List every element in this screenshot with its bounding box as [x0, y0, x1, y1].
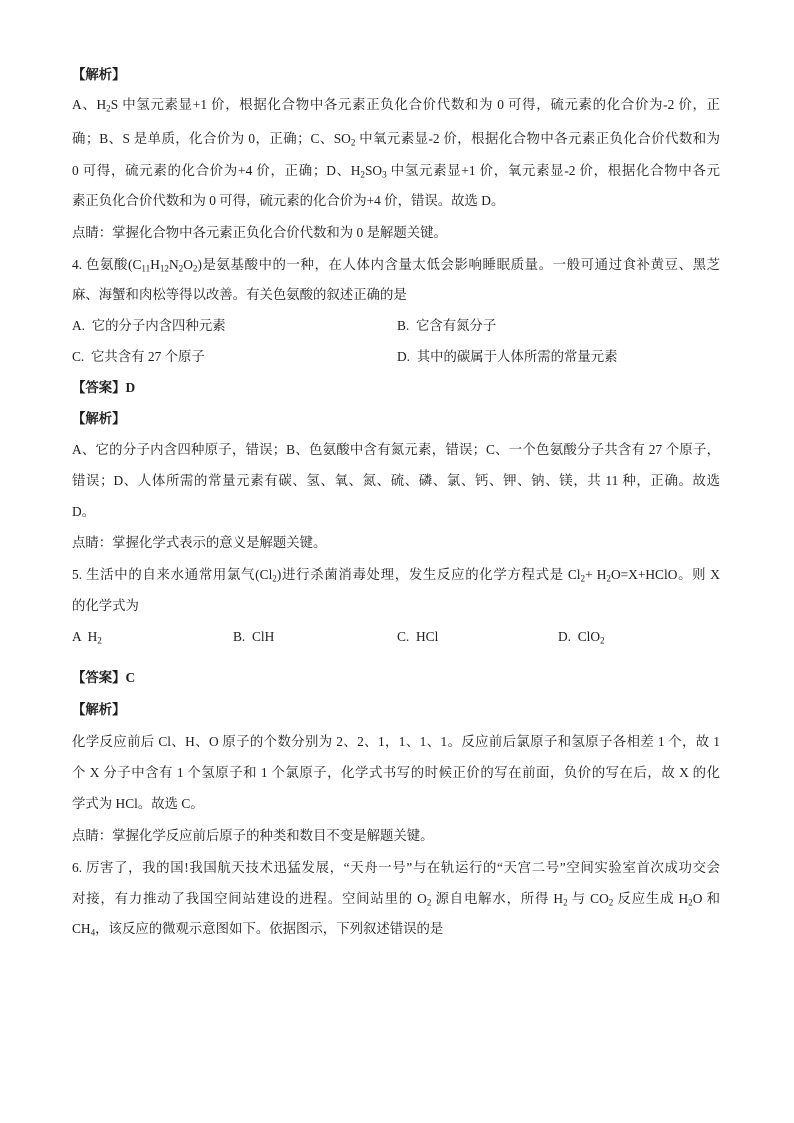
text-run: S 中氢元素显+1 价，根据化合物中各元素正负化合价代数和为 0 可得，硫元素的化合价为-2 价，正	[110, 97, 721, 112]
text-run: 0 可得，硫元素的化合价为+4 价，正确；D、H	[72, 163, 361, 178]
text-run: D. 其中的碳属于人体所需的常量元素	[397, 349, 618, 364]
question-6-stem-line	[72, 919, 720, 939]
text-run: H	[150, 257, 160, 272]
text-run: 【答案】C	[72, 670, 136, 685]
text-run: 【答案】D	[72, 380, 136, 395]
text-run: )是氨基酸中的一种，在人体内含量太低会影响睡眠质量。一般可通过食补黄豆、黑芝	[197, 257, 720, 272]
analysis-text-line	[72, 471, 720, 491]
text-run: 错误；D、人体所需的常量元素有碳、氢、氧、氮、硫、磷、氯、钙、钾、钠、镁，共 11 种，正确。故选	[72, 473, 720, 488]
option-b	[397, 316, 496, 336]
text-run: 素正负化合价代数和为 0 可得，硫元素的化合价为+4 价，错误。故选 D。	[72, 193, 505, 208]
text-run: C. 它共含有 27 个原子	[72, 349, 205, 364]
text-run: 【解析】	[72, 411, 126, 426]
text-run: A、H	[72, 97, 107, 112]
analysis-text-line	[72, 502, 720, 522]
text-run: 5. 生活中的自来水通常用氯气(Cl	[72, 567, 273, 582]
analysis-text-line	[72, 732, 720, 752]
text-run: 4. 色氨酸(C	[72, 257, 142, 272]
subscript: 2	[608, 897, 614, 908]
question-4-stem-line	[72, 255, 720, 275]
subscript: 2	[178, 263, 184, 274]
subscript: 2	[97, 635, 102, 646]
text-run: A、它的分子内含四种原子，错误；B、色氨酸中含有氮元素，错误；C、一个色氨酸分子共含有 27 个原子，	[72, 442, 720, 457]
subscript: 4	[90, 927, 96, 938]
option-d	[397, 347, 618, 367]
text-run: )进行杀菌消毒处理，发生反应的化学方程式是 Cl	[276, 567, 581, 582]
subscript: 2	[106, 103, 111, 114]
text-run: 化学反应前后 Cl、H、O 原子的个数分别为 2、2、1，1、1、1。反应前后氯原子和氢原子各相差 1 个，故 1	[72, 734, 720, 749]
analysis-text-line	[72, 763, 720, 783]
text-run: A. 它的分子内含四种元素	[72, 318, 226, 333]
text-run: SO	[364, 163, 383, 178]
text-run: O=X+HClO。则 X	[610, 567, 720, 582]
subscript: 2	[580, 573, 586, 584]
subscript: 2	[360, 169, 365, 180]
subscript: 2	[688, 897, 693, 908]
text-run: O	[183, 257, 193, 272]
text-run: 中氧元素显-2 价，根据化合物中各元素正负化合价代数和为	[355, 131, 720, 146]
question-6-stem-line	[72, 889, 720, 909]
question-5-stem-line	[72, 596, 720, 616]
text-run: 反应生成 H	[613, 891, 689, 906]
answer-label	[72, 378, 720, 398]
key-point-note	[72, 826, 720, 846]
subscript: 11	[141, 263, 151, 274]
text-run: N	[168, 257, 179, 272]
text-run: 【解析】	[72, 702, 126, 717]
question-5-options-row	[72, 627, 720, 647]
subscript: 2	[600, 635, 605, 646]
text-run: B. 它含有氮分子	[397, 318, 497, 333]
text-run: 对接，有力推动了我国空间站建设的进程。空间站里的 O	[72, 891, 427, 906]
text-run: A H	[72, 629, 98, 644]
text-run: C. HCl	[397, 629, 439, 644]
text-run: 个 X 分子中含有 1 个氢原子和 1 个氯原子，化学式书写的时候正价的写在前面，负价的写在后，故 X 的化	[72, 765, 720, 780]
text-run: D。	[72, 504, 96, 519]
text-run: 点睛：掌握化合物中各元素正负化合价代数和为 0 是解题关键。	[72, 225, 447, 240]
question-4-options-row	[72, 316, 720, 336]
analysis-text-line	[72, 95, 720, 115]
option-a	[72, 316, 226, 336]
option-a	[72, 627, 102, 647]
text-run: D. ClO	[558, 629, 601, 644]
analysis-text-line	[72, 129, 720, 149]
option-d	[558, 627, 605, 647]
analysis-heading	[72, 700, 720, 720]
text-run: 确；B、S 是单质，化合价为 0，正确；C、SO	[72, 131, 351, 146]
key-point-note	[72, 223, 720, 243]
analysis-heading	[72, 65, 720, 85]
text-run: 点睛：掌握化学反应前后原子的种类和数目不变是解题关键。	[72, 828, 434, 843]
option-c	[397, 627, 438, 647]
analysis-heading	[72, 409, 720, 429]
text-run: ，该反应的微观示意图如下。依据图示，下列叙述错误的是	[95, 921, 444, 936]
text-run: 的化学式为	[72, 598, 139, 613]
question-4-stem-line	[72, 285, 720, 305]
text-run: 点睛：掌握化学式表示的意义是解题关键。	[72, 535, 327, 550]
option-b	[233, 627, 274, 647]
subscript: 2	[192, 263, 198, 274]
text-run: B. ClH	[233, 629, 275, 644]
text-run: 麻、海蟹和肉松等得以改善。有关色氨酸的叙述正确的是	[72, 287, 407, 302]
text-run: 6. 厉害了，我的国!我国航天技术迅猛发展，“天舟一号”与在轨运行的“天宫二号”空间实验室首次成功交会	[72, 860, 720, 875]
subscript: 3	[382, 169, 387, 180]
question-5-stem-line	[72, 565, 720, 585]
question-4-options-row	[72, 347, 720, 367]
subscript: 2	[426, 897, 432, 908]
text-run: 中氢元素显+1 价，氧元素显-2 价，根据化合物中各元	[386, 163, 720, 178]
text-run: 源自电解水，所得 H	[431, 891, 564, 906]
text-run: O 和	[692, 891, 720, 906]
text-run: + H	[585, 567, 607, 582]
question-6-stem-line	[72, 858, 720, 878]
subscript: 2	[606, 573, 611, 584]
analysis-text-line	[72, 161, 720, 181]
answer-label	[72, 668, 720, 688]
subscript: 2	[563, 897, 568, 908]
text-run: CH	[72, 921, 91, 936]
analysis-text-line	[72, 794, 720, 814]
option-c	[72, 347, 205, 367]
analysis-text-line	[72, 191, 720, 211]
analysis-text-line	[72, 440, 720, 460]
key-point-note	[72, 533, 720, 553]
subscript: 12	[159, 263, 169, 274]
subscript: 2	[272, 573, 277, 584]
text-run: 【解析】	[72, 67, 126, 82]
text-run: 学式为 HCl。故选 C。	[72, 796, 204, 811]
text-run: 与 CO	[567, 891, 609, 906]
subscript: 2	[350, 137, 356, 148]
